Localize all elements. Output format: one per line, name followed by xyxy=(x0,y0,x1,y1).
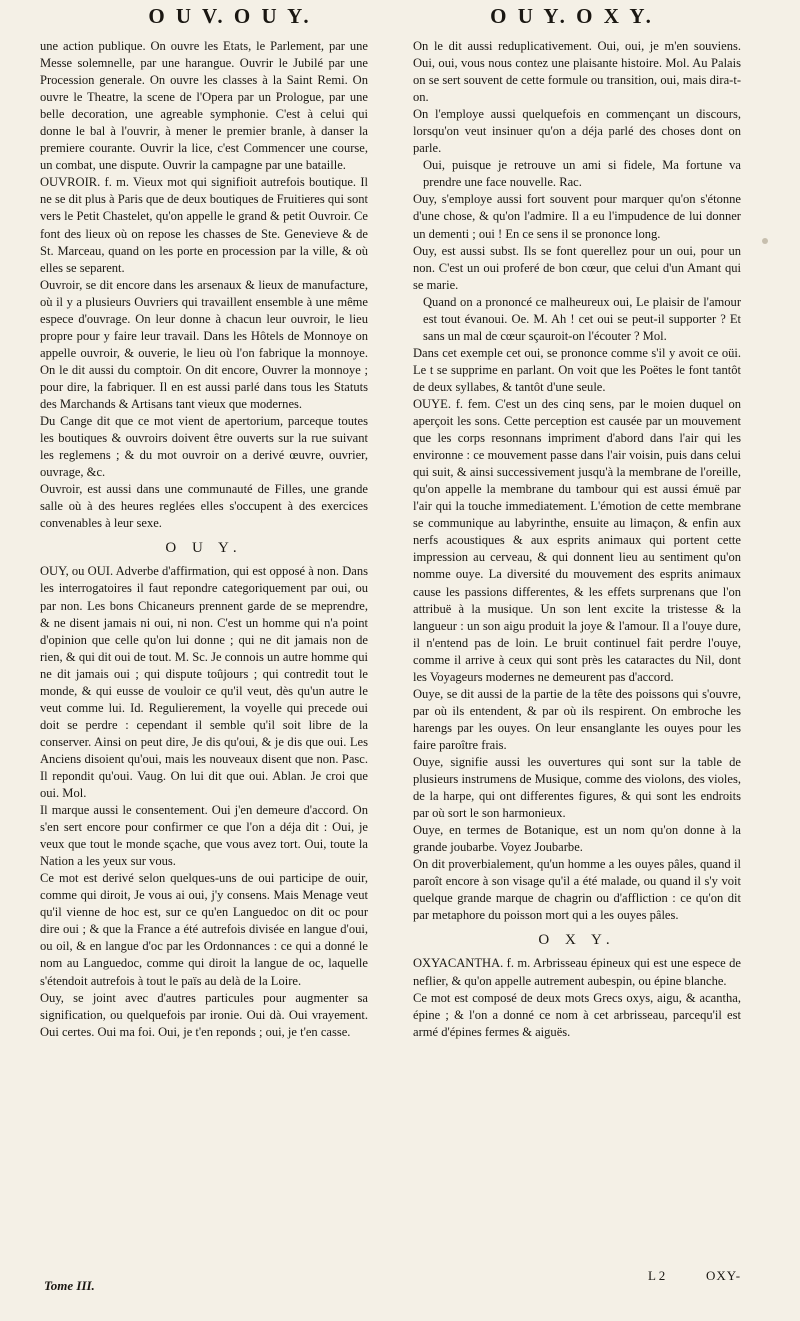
running-head-right: O U Y. O X Y. xyxy=(490,4,654,28)
entry-paragraph: OXYACANTHA. f. m. Arbrisseau épineux qui est une espece de neflier, & qu'on appelle autrement aubespin, ou épine blanche. xyxy=(413,956,741,988)
entry-paragraph: Ouy, est aussi subst. Ils se font querellez pour un oui, pour un non. C'est un oui proferé de bon cœur, que celui d'un Amant qui se marie. xyxy=(413,243,741,292)
entry-paragraph: OUY, ou OUI. Adverbe d'affirmation, qui est opposé à non. Dans les interrogatoires il faut repondre categoriquement par oui, ou par non. Les bons Chicaneurs prennent garde de se meprendre, & ne disent jamais ni oui, ni non. C'est un homme qui n'a point d'opinion que celle qu'on lui donne ; qui ne dit jamais non de rien, & qui dit oui de tout. M. Sc. Je connois un autre homme qui ne dit jamais oui ; qui dispute toûjours ; qui contredit tout le monde, & qui eusse de vouloir ce qu'il veut, dès qu'un autre le veut comme lui. Id. Regulierement, la voyelle qui precede oui doit se perdre : cependant il semble qu'il soit libre de la conserver. Ainsi on peut dire, Je dis qu'oui, & je dis que oui. Les Anciens disoient qu'oui, mais les nouveaux disent que non. Pasc. Il repondit qu'oui. Vaug. On lui dit que oui. Ablan. Je croi que oui. Mol. xyxy=(40,564,368,801)
paper-stain xyxy=(762,238,768,244)
section-heading: O U Y. xyxy=(165,540,243,557)
section-heading: O X Y. xyxy=(538,932,616,949)
entry-paragraph: Ouye, se dit aussi de la partie de la tête des poissons qui s'ouvre, par où ils entendent, & par où ils respirent. On embroche les harengs par les ouyes. On leur ensanglante les ouyes pour les faire paroître frais. xyxy=(413,686,741,752)
volume-label: Tome III. xyxy=(44,1278,95,1293)
entry-paragraph: Ouye, signifie aussi les ouvertures qui sont sur la table de plusieurs instrumens de Musique, comme des violons, des violes, de la harpe, qui ont differentes figures, & qui sont les endroits par où sort le son harmonieux. xyxy=(413,754,741,821)
entry-paragraph: Quand on a prononcé ce malheureux oui, Le plaisir de l'amour est tout évanoui. Oe. M. Ah ! cet oui se peut-il supporter ? Et sans un mal de cœur sçauroit-on l'écouter ? Mol. xyxy=(423,294,741,343)
running-head-left: O U V. O U Y. xyxy=(148,4,312,28)
entry-paragraph: Dans cet exemple cet oui, se prononce comme s'il y avoit ce oüi. Le t se supprime en parlant. On voit que les Poëtes le font tantôt de deux syllabes, & tantôt d'une seule. xyxy=(413,345,741,394)
entry-paragraph: On l'employe aussi quelquefois en commençant un discours, lorsqu'on veut insinuer qu'on a déja parlé des choses dont on parle. xyxy=(413,107,741,156)
entry-paragraph: On dit proverbialement, qu'un homme a les ouyes pâles, quand il paroît encore à son visage qu'il a été malade, ou quand il s'y voit quelque grande marque de chagrin ou d'affliction : ce qu'on dit par metaphore du poisson mort qui a les ouyes pâles. xyxy=(413,857,741,923)
right-column xyxy=(413,38,741,1041)
entry-paragraph: Ce mot est derivé selon quelques-uns de oui participe de ouir, comme qui diroit, Je vous ai oui, j'y consens. Mais Menage veut qu'il vienne de hoc est, sur ce qu'en Languedoc on dit oc pour dire oui ; & que la France a été autrefois divisée en langue d'oui, ou oil, & en langue d'oc par les Ordonnances : ce qui a donné le nom au Languedoc, comme qui diroit la langue de oc, laquelle s'étendoit autrefois à tout le païs au delà de la Loire. xyxy=(40,871,368,988)
left-column xyxy=(40,38,368,1041)
signature-mark: L 2 xyxy=(648,1268,666,1283)
entry-paragraph: une action publique. On ouvre les Etats, le Parlement, par une Messe solemnelle, par une harangue. Ouvrir le Jubilé par une Procession generale. On ouvre les classes à la Saint Remi. On ouvre le Theatre, la scene de l'Opera par un Prologue, par une belle decoration, une agreable symphonie. C'est à celui qui donne le bal à l'ouvrir, à mener le premier branle, à danser la premiere courante. Ouvrir la lice, c'est Commencer une course, un combat, une dispute. Ouvrir la campagne par une bataille. xyxy=(40,39,368,173)
entry-paragraph: Il marque aussi le consentement. Oui j'en demeure d'accord. On s'en sert encore pour confirmer ce que l'on a déja dit : Oui, je veux que tout le monde sçache, que vous avez tort. Oui, toute la Nation a les yeux sur vous. xyxy=(40,803,368,869)
entry-paragraph: Ouvroir, se dit encore dans les arsenaux & lieux de manufacture, où il y a plusieurs Ouvriers qui travaillent ensemble à une même espece d'ouvrage. On leur donne à chacun leur ouvroir, le lieu propre pour y faire leur travail. Dans les Hôtels de Monnoye on appelle ouvroir, & ouverie, le lieu où l'on fabrique la monnoye. On le dit aussi du comptoir. On dit encore, Ouvrer la monnoye ; pour dire, la fabriquer. Il en est aussi parlé dans tous les Statuts des Marchands & Artisans tant vieux que modernes. xyxy=(40,277,368,411)
entry-paragraph: Ouye, en termes de Botanique, est un nom qu'on donne à la grande joubarbe. Voyez Joubarbe. xyxy=(413,823,741,855)
entry-paragraph: Ouy, s'employe aussi fort souvent pour marquer qu'on s'étonne d'une chose, & qu'on l'admire. Il a eu l'impudence de lui donner un dementi ; oui ! En ce sens il se prononce long. xyxy=(413,192,741,241)
entry-paragraph: On le dit aussi reduplicativement. Oui, oui, je m'en souviens. Oui, oui, vous nous contez une plaisante histoire. Mol. Au Palais on se sert souvent de cette formule ou transition, oui, mais dira-t-on. xyxy=(413,39,741,105)
catchword: OXY- xyxy=(706,1268,742,1283)
entry-paragraph: Du Cange dit que ce mot vient de apertorium, parceque toutes les boutiques & ouvroirs doivent être ouverts sur la rue suivant les reglemens ; & du mot ouvroir on a derivé œuvre, ouvrier, ouvrage, &c. xyxy=(40,414,368,480)
entry-paragraph: OUYE. f. fem. C'est un des cinq sens, par le moien duquel on aperçoit les sons. Cette perception est causée par un mouvement que les corps resonnans impriment d'abord dans l'air qui les environne : ce mouvement passe dans l'air voisin, puis dans celui qui suit, & ainsi successivement jusqu'à la membrane de l'oreille, qu'on appelle la membrane du tambour qui est aussi émuë par l'air qui la touche immediatement. L'émotion de cette membrane se communique au labyrinthe, ensuite au limaçon, & enfin aux nerfs acoustiques & aux esprits animaux qui portent cette impression au cerveau, & qui donnent lieu au sentiment qu'on nomme ouye. La diversité du mouvement des esprits animaux cause les passions differentes, & les effets surprenans que l'on attribuë à la musique. Un son lent excite la tristesse & la langueur : un son aigu produit la joye & l'amour. Il a l'ouye dure, il n'entend pas de loin. Le bruit continuel fait perdre l'ouye, comme il arrive à ceux qui sont près les cataractes du Nil, dont les Voyageurs modernes ne demeurent pas d'accord. xyxy=(413,396,741,684)
entry-paragraph: Ouvroir, est aussi dans une communauté de Filles, une grande salle où à des heures reglées elles s'occupent à des exercices convenables à leur sexe. xyxy=(40,482,368,531)
entry-paragraph: Ouy, se joint avec d'autres particules pour augmenter sa signification, ou quelquefois par ironie. Oui dà. Oui vrayement. Oui certes. Oui ma foi. Oui, je t'en reponds ; oui, je t'en casse. xyxy=(40,990,368,1039)
entry-paragraph: Oui, puisque je retrouve un ami si fidele, Ma fortune va prendre une face nouvelle. Rac. xyxy=(423,158,741,190)
entry-paragraph: Ce mot est composé de deux mots Grecs oxys, aigu, & acantha, épine ; & l'on a donné ce nom à cet arbrisseau, parcequ'il est armé d'épines fermes & aiguës. xyxy=(413,990,741,1039)
entry-paragraph: OUVROIR. f. m. Vieux mot qui signifioit autrefois boutique. Il ne se dit plus à Paris que de deux boutiques de Fruitieres qui sont vers le Petit Chastelet, qu'on appelle le grand & petit Ouvroir. Ce font des lieux où on repose les chasses de Ste. Genevieve & de St. Marceau, quand on les porte en procession par la ville, & où elles se separent. xyxy=(40,175,368,275)
